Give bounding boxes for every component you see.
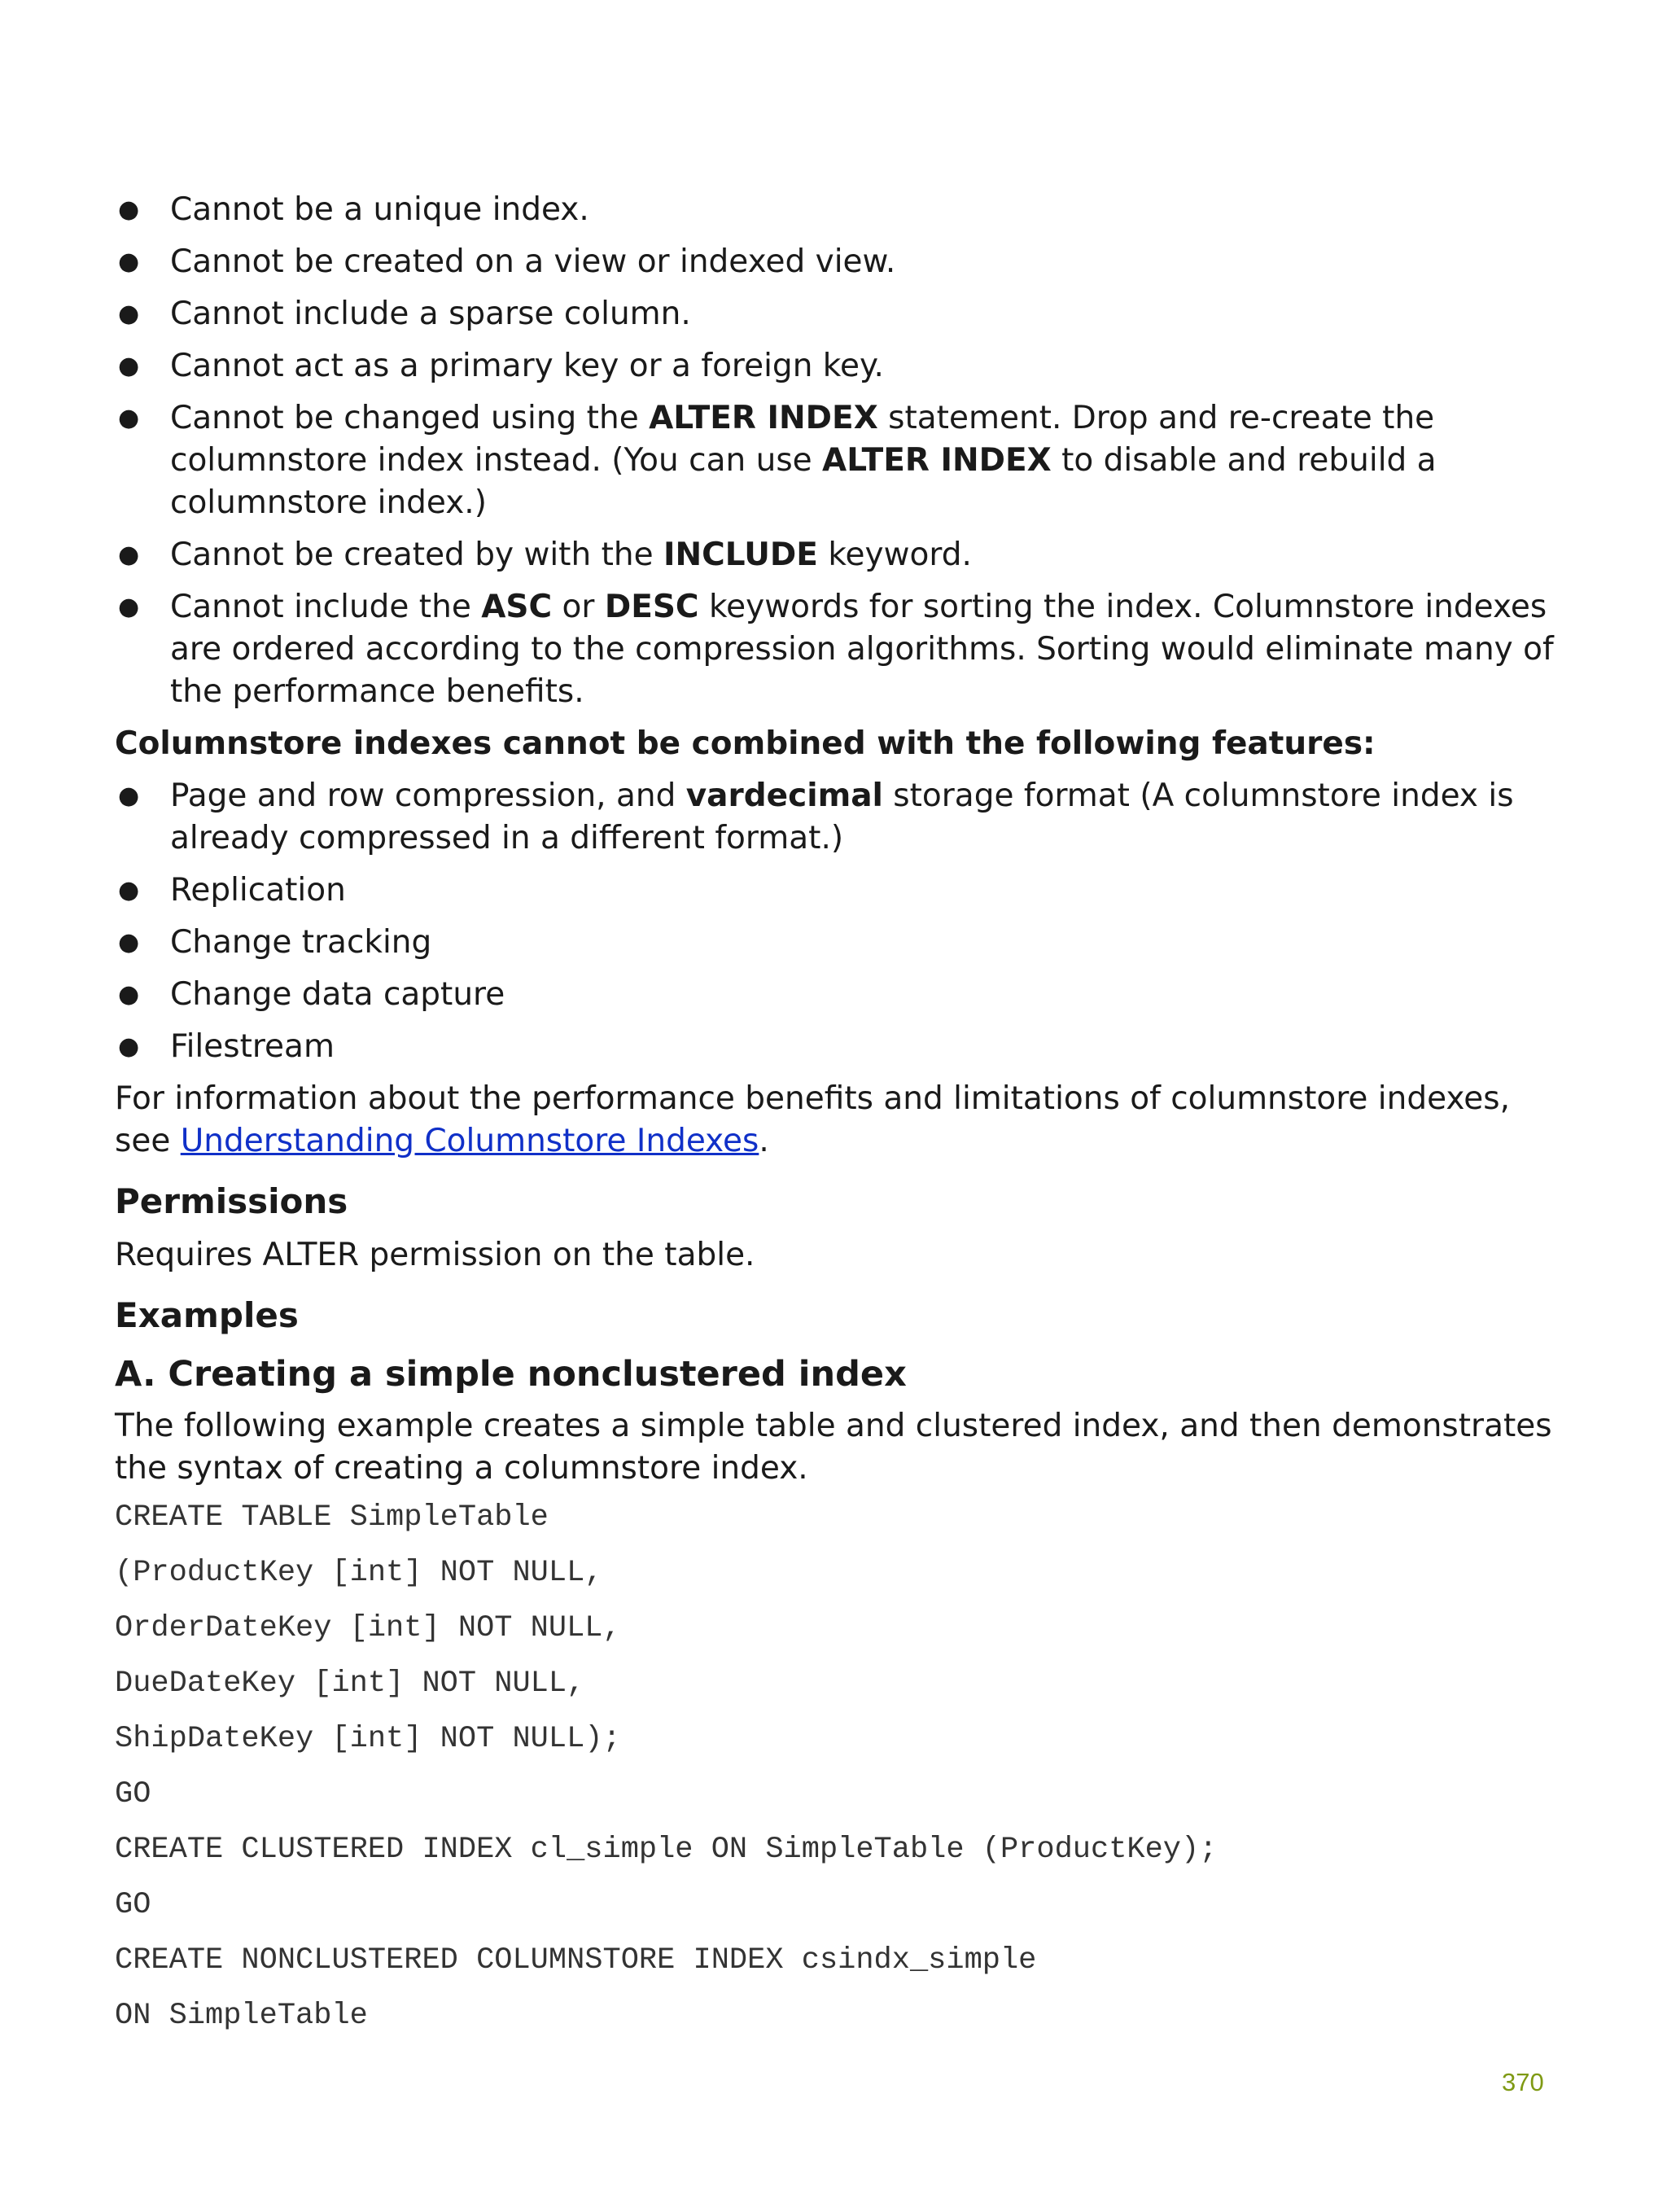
code-line: DueDateKey [int] NOT NULL, bbox=[115, 1667, 585, 1701]
examples-heading: Examples bbox=[115, 1295, 299, 1335]
code-line: (ProductKey [int] NOT NULL, bbox=[115, 1556, 603, 1590]
restrictions-list bbox=[115, 189, 1555, 713]
list-item: ● Cannot be a unique index. bbox=[115, 189, 1555, 231]
code-line: ON SimpleTable bbox=[115, 1999, 368, 2033]
info-paragraph: For information about the performance benefits and limitations of columnstore indexes, see Understanding Columnstore Indexes. bbox=[115, 1080, 1511, 1159]
list-item: ● Filestream bbox=[115, 1026, 1555, 1068]
permissions-text: Requires ALTER permission on the table. bbox=[115, 1237, 755, 1273]
bullet-icon: ● bbox=[118, 300, 140, 328]
bullet-icon: ● bbox=[118, 980, 140, 1009]
bullet-icon: ● bbox=[118, 782, 140, 810]
list-item: ● Cannot be created on a view or indexed view. bbox=[115, 241, 1555, 283]
bullet-icon: ● bbox=[118, 1032, 140, 1061]
bullet-icon: ● bbox=[118, 404, 140, 432]
code-block bbox=[115, 1500, 1555, 2034]
bullet-icon: ● bbox=[118, 247, 140, 276]
code-line: CREATE TABLE SimpleTable bbox=[115, 1500, 549, 1535]
permissions-heading: Permissions bbox=[115, 1181, 348, 1221]
bullet-icon: ● bbox=[118, 352, 140, 380]
features-list bbox=[115, 775, 1555, 1068]
code-line: CREATE CLUSTERED INDEX cl_simple ON SimpleTable (ProductKey); bbox=[115, 1833, 1218, 1867]
features-heading: Columnstore indexes cannot be combined with the following features: bbox=[115, 725, 1376, 762]
bullet-icon: ● bbox=[118, 593, 140, 621]
code-line: GO bbox=[115, 1777, 151, 1811]
list-item: ● Cannot be changed using the ALTER INDEX statement. Drop and re-create the columnstore index instead. (You can use ALTER INDEX to disable and rebuild a columnstore index.) bbox=[115, 397, 1555, 524]
list-item: ● Replication bbox=[115, 869, 1555, 912]
page-content bbox=[115, 189, 1555, 2053]
list-item: ● Page and row compression, and vardecimal storage format (A columnstore index is already compressed in a different format.) bbox=[115, 775, 1555, 860]
list-item: ● Change data capture bbox=[115, 974, 1555, 1016]
example-a-heading: A. Creating a simple nonclustered index bbox=[115, 1354, 907, 1395]
bullet-icon: ● bbox=[118, 541, 140, 569]
bullet-icon: ● bbox=[118, 928, 140, 957]
example-description: The following example creates a simple table and clustered index, and then demonstrates the syntax of creating a columnstore index. bbox=[115, 1408, 1552, 1487]
code-line: OrderDateKey [int] NOT NULL, bbox=[115, 1611, 621, 1645]
list-item: ● Cannot be created by with the INCLUDE keyword. bbox=[115, 534, 1555, 576]
understanding-columnstore-link[interactable]: Understanding Columnstore Indexes bbox=[180, 1123, 759, 1159]
code-line: ShipDateKey [int] NOT NULL); bbox=[115, 1722, 621, 1756]
list-item: ● Change tracking bbox=[115, 922, 1555, 964]
code-line: GO bbox=[115, 1888, 151, 1922]
bullet-icon: ● bbox=[118, 195, 140, 224]
code-line: CREATE NONCLUSTERED COLUMNSTORE INDEX csindx_simple bbox=[115, 1943, 1037, 1978]
list-item: ● Cannot act as a primary key or a foreign key. bbox=[115, 345, 1555, 388]
list-item: ● Cannot include a sparse column. bbox=[115, 293, 1555, 335]
bullet-icon: ● bbox=[118, 876, 140, 905]
list-item: ● Cannot include the ASC or DESC keywords for sorting the index. Columnstore indexes are ordered according to the compression algorithms. Sorting would eliminate many of the performance benefits. bbox=[115, 586, 1555, 713]
page-number: 370 bbox=[1502, 2068, 1544, 2096]
